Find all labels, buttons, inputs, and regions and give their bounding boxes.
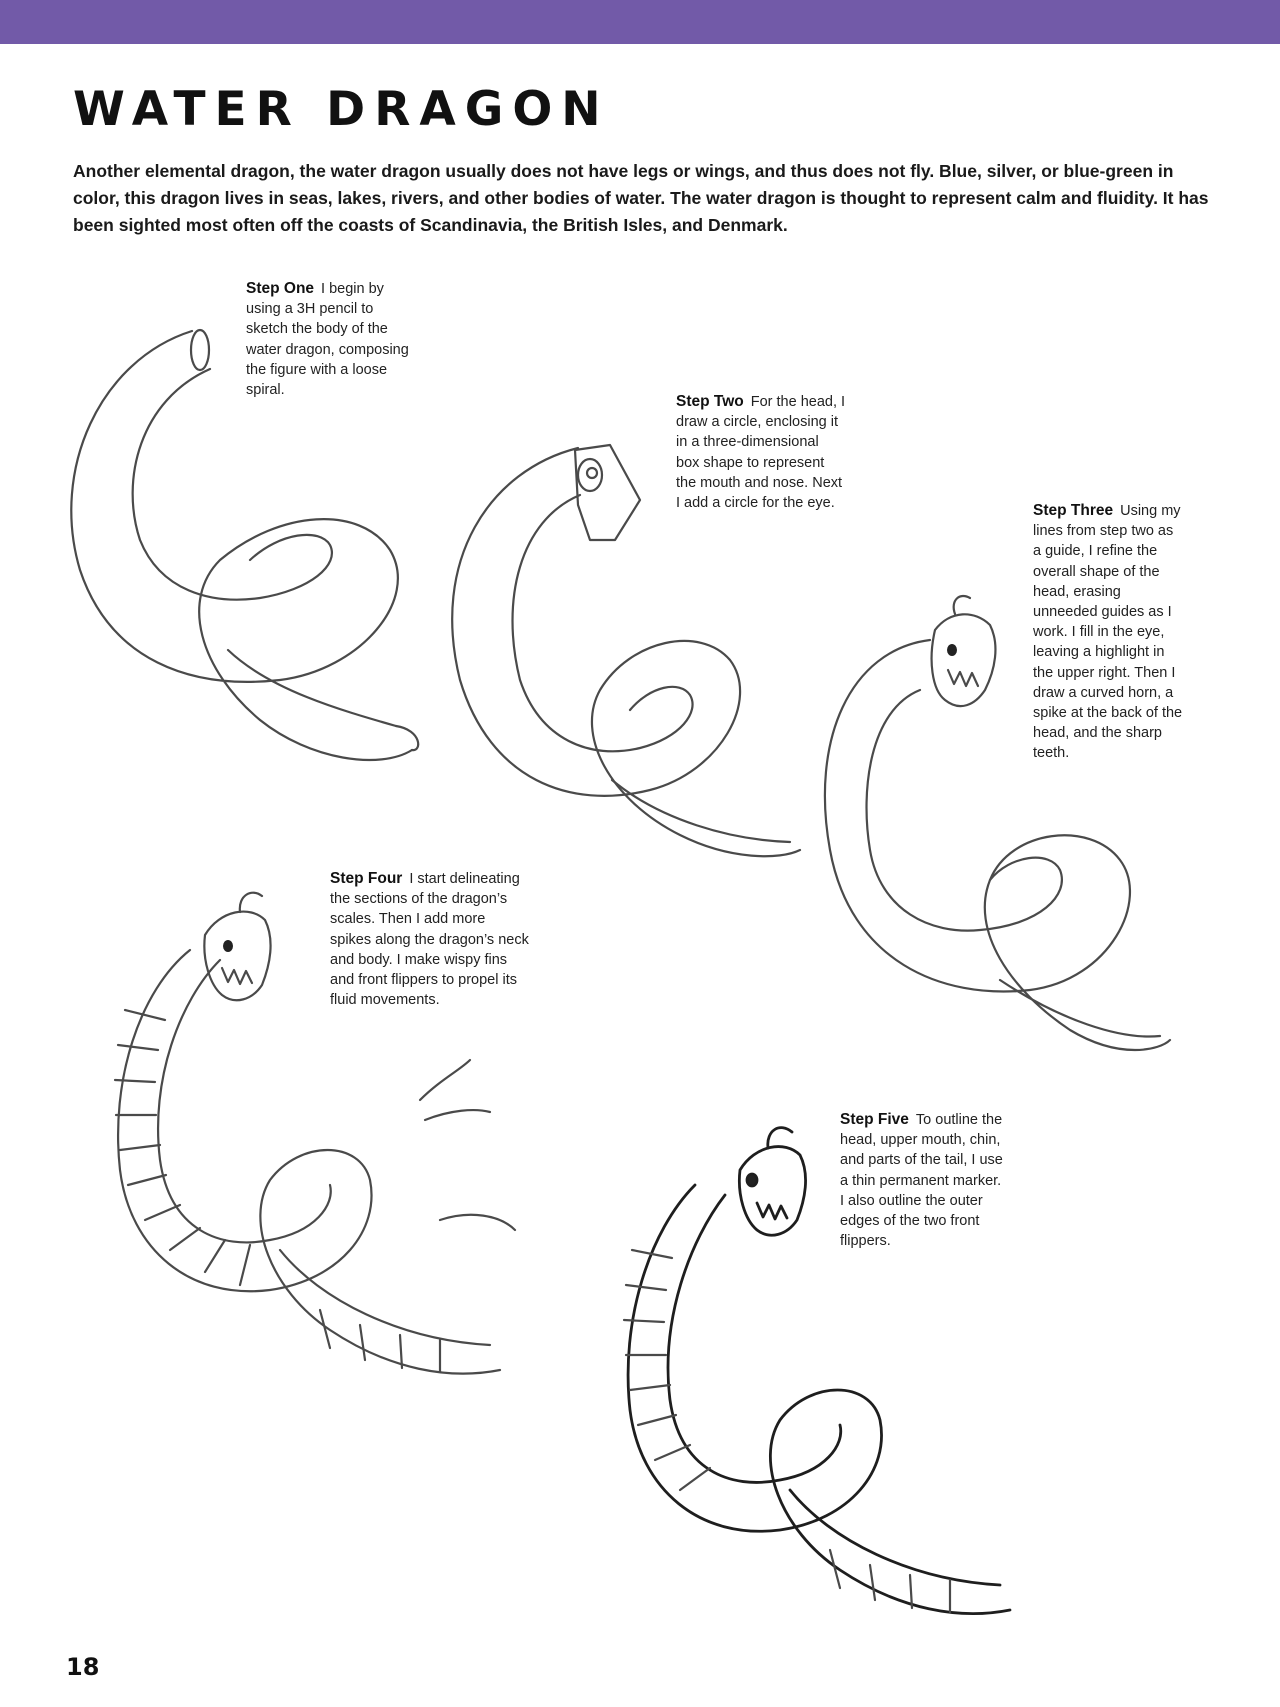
intro-paragraph: Another elemental dragon, the water dragon usually does not have legs or wings, and thus does not fly. Blue, silver, or blue-green in color, this dragon lives in seas, lakes, rivers, and other bodies of water. The water dragon is thought to represent calm and fluidity. It has been sighted most often off the coasts of Scandinavia, the British Isles, and Denmark.: [73, 161, 1209, 235]
step-one-caption: [246, 279, 414, 400]
step-four-label: Step Four: [330, 870, 403, 887]
step-two-text: For the head, I draw a circle, enclosing it in a three-dimensional box shape to represent the mouth and nose. Next I add a circle for the eye.: [676, 394, 846, 512]
step-two-label: Step Two: [676, 393, 744, 410]
top-accent-bar: [0, 0, 1280, 44]
step-four-text: I start delineating the sections of the dragon’s scales. Then I add more spikes along the dragon’s neck and body. I make wispy fins and front flippers to propel its fluid movements.: [330, 871, 529, 1009]
step-three-caption: [1033, 501, 1185, 764]
page-number: 18: [66, 1653, 100, 1681]
step-four-caption: [330, 869, 530, 1010]
step-two-caption: [676, 392, 846, 513]
step-five-text: To outline the head, upper mouth, chin, and parts of the tail, I use a thin permanent marker. I also outline the outer edges of the two front flippers.: [840, 1112, 1003, 1250]
step-one-text: I begin by using a 3H pencil to sketch the body of the water dragon, composing the figure with a loose spiral.: [246, 281, 409, 399]
step-one-label: Step One: [246, 280, 315, 297]
step-five-label: Step Five: [840, 1111, 909, 1128]
step-three-text: Using my lines from step two as a guide, I refine the overall shape of the head, erasing unneeded guides as I work. I fill in the eye, leaving a highlight in the upper right. Then I draw a curved horn, a spike at the back of the head, and the sharp teeth.: [1033, 503, 1183, 762]
page-title: WATER DRAGON: [73, 82, 610, 137]
step-five-caption: [840, 1110, 1008, 1251]
step-three-label: Step Three: [1033, 502, 1114, 519]
